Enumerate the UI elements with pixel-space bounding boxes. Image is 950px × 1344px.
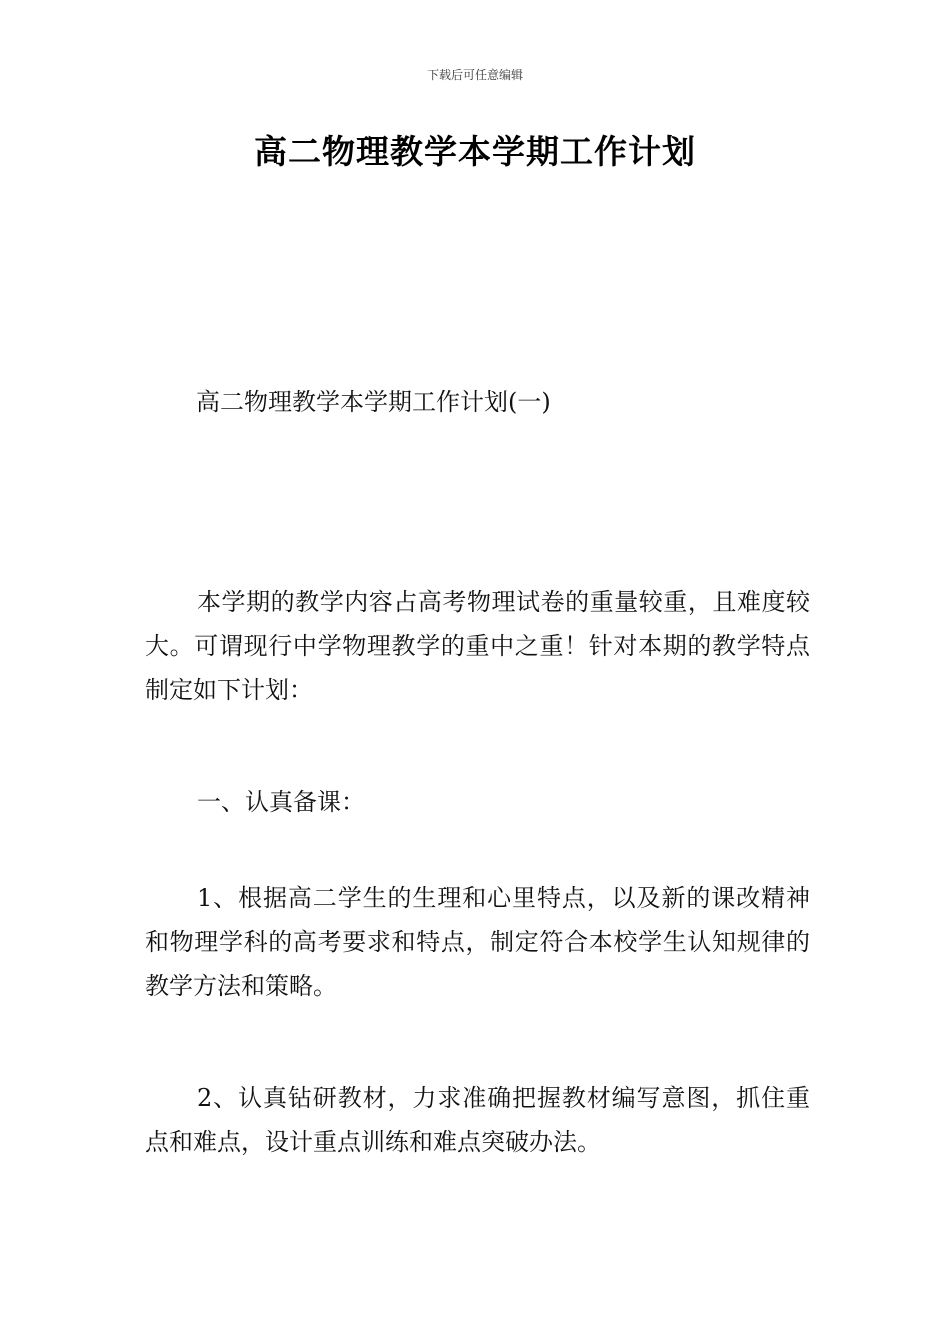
section-subtitle: 高二物理教学本学期工作计划(一): [196, 388, 551, 416]
document-title: 高二物理教学本学期工作计划: [254, 132, 696, 171]
header-note: 下载后可任意编辑: [426, 68, 523, 82]
section-heading-prepare-lessons: 一、认真备课：: [197, 788, 365, 816]
paragraph-intro: 本学期的教学内容占高考物理试卷的重量较重，且难度较大。可谓现行中学物理教学的重中之重！针对本期的教学特点制定如下计划：: [145, 588, 810, 704]
paragraph-item-1: 1、根据高二学生的生理和心里特点，以及新的课改精神和物理学科的高考要求和特点，制定符合本校学生认知规律的教学方法和策略。: [145, 884, 810, 1000]
paragraph-item-2: 2、认真钻研教材，力求准确把握教材编写意图，抓住重点和难点，设计重点训练和难点突破办法。: [145, 1084, 810, 1156]
